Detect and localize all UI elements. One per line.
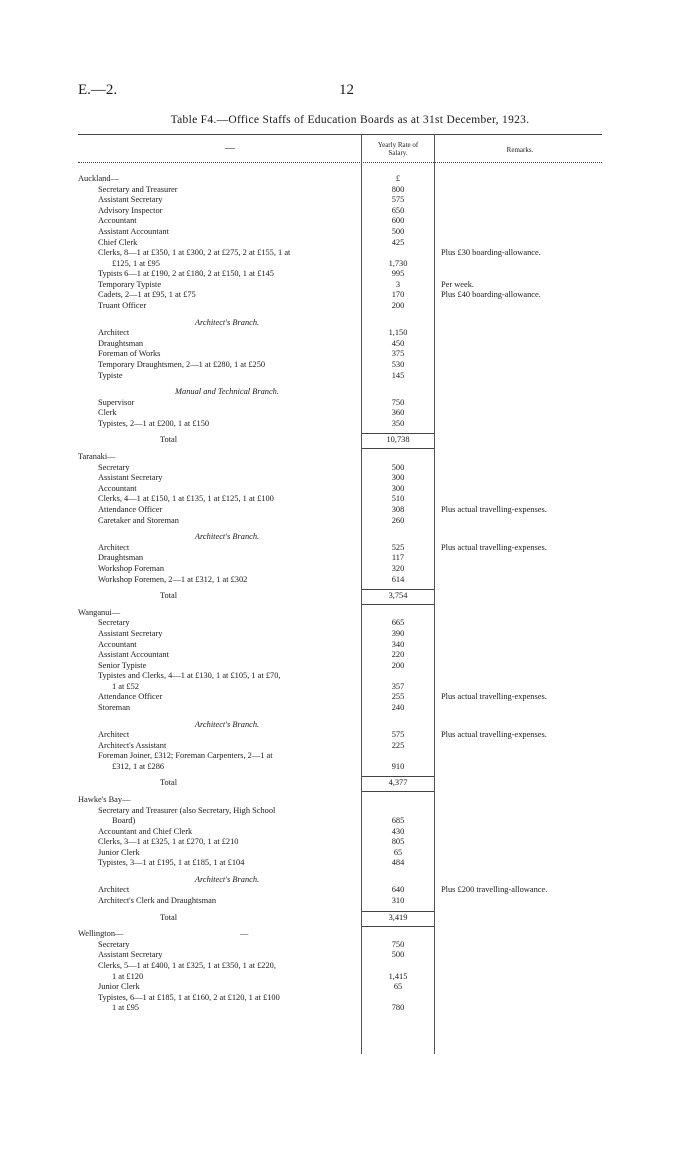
table-row [0,940,700,951]
row-label: Secretary and Treasurer [98,184,178,194]
row-salary: 650 [391,205,405,215]
board-heading [0,452,700,463]
section-heading [0,875,700,886]
row-salary: 685 [391,816,405,825]
row-salary: 805 [391,837,405,847]
row-salary: 640 [391,885,405,895]
row-label: Assistant Accountant [98,650,169,660]
table-row [0,848,700,859]
row-label: Accountant [98,639,137,649]
row-salary: 260 [391,515,405,525]
total-salary: 3,754 [388,591,408,601]
table-row [0,650,700,661]
row-label-text: Typistes and Clerks, 4—1 at £130, 1 at £105, 1 at £70, [98,671,281,681]
row-label: Secretary [98,939,130,949]
row-label: Chief Clerk [98,237,138,247]
table-row [0,339,700,350]
table-title: Table F4.—Office Staffs of Education Boards as at 31st December, 1923. [170,114,530,126]
row-label: Attendance Officer [98,505,163,515]
row-label: Junior Clerk [98,847,140,857]
row-salary: 665 [391,618,405,628]
row-salary: 360 [391,408,405,418]
row-salary: 65 [393,847,403,857]
row-label [98,751,356,772]
row-label: Assistant Secretary [98,950,163,960]
total-salary: 10,738 [386,435,410,445]
total-row [0,435,700,446]
row-label: Accountant [98,483,137,493]
table-row [0,408,700,419]
table-row [0,575,700,586]
table-row [0,195,700,206]
page-reference: E.—2. [78,82,118,98]
table-row [0,661,700,672]
row-label: Advisory Inspector [98,205,163,215]
row-salary: 225 [391,740,405,750]
row-label-continuation: 1 at £120 [112,971,144,981]
table-row [0,564,700,575]
row-label: Junior Clerk [98,982,140,992]
board-name: Taranaki— [78,452,116,462]
row-label: Architect's Assistant [98,740,167,750]
row-label: Accountant and Chief Clerk [98,826,193,836]
row-salary: 340 [391,639,405,649]
total-label: Total [160,912,178,922]
table-row [0,206,700,217]
total-label: Total [160,591,178,601]
row-label: Assistant Secretary [98,195,163,205]
page-number: 12 [339,82,354,98]
table-row [0,806,700,827]
currency-symbol: £ [395,174,401,183]
row-label: Workshop Foremen, 2—1 at £312, 1 at £302 [98,574,248,584]
row-salary: 240 [391,702,405,712]
table-row [0,290,700,301]
row-label-continuation: 1 at £95 [112,1003,139,1013]
row-label-text: Typistes, 6—1 at £185, 1 at £160, 2 at £120, 1 at £100 [98,992,280,1002]
row-remark: Per week. [441,279,475,289]
section-heading [0,318,700,329]
row-salary: 200 [391,300,405,310]
row-label: Supervisor [98,397,135,407]
branch-heading: Architect's Branch. [194,719,260,729]
row-label-text: Clerks, 5—1 at £400, 1 at £325, 1 at £350, 1 at £220, [98,961,276,971]
row-label: Temporary Typiste [98,279,162,289]
row-salary: 510 [391,494,405,504]
table-row [0,885,700,896]
table-row [0,950,700,961]
table-row [0,371,700,382]
column-header-description: — [225,143,235,154]
table-row [0,463,700,474]
row-label: Draughtsman [98,338,144,348]
row-label: Secretary [98,462,130,472]
row-salary: 450 [391,338,405,348]
table-row [0,751,700,772]
total-label: Total [160,778,178,788]
row-label-text: Secretary and Treasurer (also Secretary, High School [98,805,276,815]
row-salary: 750 [391,397,405,407]
branch-heading: Architect's Branch. [194,874,260,884]
table-row [0,827,700,838]
table-row [0,640,700,651]
table-row [0,858,700,869]
row-salary: 600 [391,216,405,226]
row-label: Truant Officer [98,300,147,310]
row-salary: 995 [391,269,405,279]
row-label: Assistant Secretary [98,473,163,483]
row-salary: 525 [391,542,405,552]
row-label: Typiste [98,370,123,380]
row-salary: 780 [391,1003,405,1013]
row-salary: 575 [391,730,405,740]
row-label: Secretary [98,618,130,628]
board-name: Hawke's Bay— [78,794,131,804]
row-label [98,671,356,692]
row-salary: 255 [391,692,405,702]
table-body [0,174,700,1014]
row-salary: 425 [391,237,405,247]
row-label-continuation: Board) [112,816,136,825]
row-label: Cadets, 2—1 at £95, 1 at £75 [98,290,196,300]
row-salary: 350 [391,418,405,428]
table-row [0,227,700,238]
row-label: Assistant Secretary [98,628,163,638]
row-label: Architect [98,328,130,338]
row-salary: 500 [391,950,405,960]
board-heading [0,608,700,619]
row-salary: 320 [391,564,405,573]
table-row [0,553,700,564]
row-salary: 1,415 [388,971,408,981]
row-label: Typistes, 3—1 at £195, 1 at £185, 1 at £104 [98,858,245,868]
row-salary: 910 [391,761,405,771]
row-salary: 430 [391,826,405,836]
branch-heading: Architect's Branch. [194,532,260,542]
row-remark: Plus £200 travelling-allowance. [441,885,548,895]
row-label [98,961,356,982]
row-label: Foreman of Works [98,349,161,359]
row-salary: 308 [391,505,405,515]
table-row [0,671,700,692]
board-heading [0,795,700,806]
board-heading [0,929,700,940]
total-row [0,778,700,789]
column-header-remarks: Remarks. [506,146,534,154]
row-salary: 170 [391,290,405,300]
table-row [0,419,700,430]
section-heading [0,387,700,398]
board-name: Wanganui— [78,607,121,617]
column-header-salary: Yearly Rate of Salary. [377,141,419,157]
row-label-text: Clerks, 8—1 at £350, 1 at £300, 2 at £275, 2 at £155, 1 at [98,248,291,258]
row-salary: 530 [391,359,405,369]
table-row [0,216,700,227]
total-row [0,913,700,924]
branch-heading: Architect's Branch. [194,317,260,327]
table-row [0,185,700,196]
row-remark: Plus actual travelling-expenses. [441,692,547,702]
table-row [0,484,700,495]
table-row [0,516,700,527]
row-label: Clerks, 3—1 at £325, 1 at £270, 1 at £210 [98,837,239,847]
row-label [98,248,356,269]
row-label: Caretaker and Storeman [98,515,179,525]
row-label [98,806,356,827]
row-label: Temporary Draughtsmen, 2—1 at £280, 1 at £250 [98,359,266,369]
table-row [0,280,700,291]
row-salary: 484 [391,858,405,868]
board-name: Wellington— [78,929,124,939]
row-label-continuation: £125, 1 at £95 [112,258,160,268]
row-label: Architect [98,542,130,552]
table-row [0,494,700,505]
row-label-continuation: £312, 1 at £286 [112,761,165,771]
table-row [0,473,700,484]
table-row [0,961,700,982]
table-row [0,269,700,280]
table-row [0,398,700,409]
row-remark: Plus £40 boarding-allowance. [441,290,541,300]
row-salary: 750 [391,939,405,949]
row-label: Clerks, 4—1 at £150, 1 at £135, 1 at £125, 1 at £100 [98,494,274,504]
row-salary: 800 [391,184,405,194]
branch-heading: Manual and Technical Branch. [175,387,279,397]
row-salary: 3 [395,279,401,289]
row-salary: 500 [391,226,405,236]
row-salary: 300 [391,473,405,483]
row-salary: 310 [391,896,405,906]
board-name-mark: — [240,929,249,939]
row-salary: 500 [391,462,405,472]
row-salary: 145 [391,370,405,380]
row-label: Storeman [98,702,131,712]
table-row [0,505,700,516]
row-salary: 300 [391,483,405,493]
row-label: Architect [98,885,130,895]
table-row [0,349,700,360]
row-label: Architect's Clerk and Draughtsman [98,896,217,906]
table-row [0,993,700,1014]
row-label: Typistes, 2—1 at £200, 1 at £150 [98,418,210,428]
section-heading [0,532,700,543]
row-salary: 357 [391,681,405,691]
row-label: Senior Typiste [98,660,147,670]
row-label: Assistant Accountant [98,226,169,236]
row-salary: 220 [391,650,405,660]
table-top-rule [78,134,602,135]
table-row [0,692,700,703]
table-row [0,730,700,741]
row-salary: 375 [391,349,405,359]
row-salary: 117 [391,553,405,563]
row-salary: 200 [391,660,405,670]
row-salary: 575 [391,195,405,205]
total-salary: 3,419 [388,912,408,922]
row-salary: 65 [393,982,403,992]
row-salary: 1,150 [388,328,408,338]
row-label: Architect [98,730,130,740]
table-row [0,618,700,629]
table-row [0,703,700,714]
row-remark: Plus actual travelling-expenses. [441,730,547,740]
row-remark: Plus £30 boarding-allowance. [441,248,541,258]
board-heading [0,174,700,185]
table-row [0,896,700,907]
section-heading [0,720,700,731]
table-row [0,360,700,371]
table-row [0,837,700,848]
total-salary: 4,377 [388,778,408,788]
table-row [0,248,700,269]
table-row [0,238,700,249]
board-name: Auckland— [78,174,119,183]
table-row [0,328,700,339]
row-label: Clerk [98,408,117,418]
row-remark: Plus actual travelling-expenses. [441,542,547,552]
header-bottom-rule [78,162,602,163]
row-label: Workshop Foreman [98,564,165,573]
row-salary: 390 [391,628,405,638]
table-row [0,301,700,312]
row-salary: 1,730 [388,258,408,268]
table-row [0,629,700,640]
table-row [0,543,700,554]
row-label-text: Foreman Joiner, £312; Foreman Carpenters, 2—1 at [98,751,273,761]
table-row [0,982,700,993]
row-label: Accountant [98,216,137,226]
row-label: Attendance Officer [98,692,163,702]
total-row [0,591,700,602]
total-label: Total [160,435,178,445]
row-label: Typists 6—1 at £190, 2 at £180, 2 at £150, 1 at £145 [98,269,274,279]
row-salary: 614 [391,574,405,584]
row-label: Draughtsman [98,553,144,563]
table-row [0,741,700,752]
row-label [98,993,356,1014]
row-remark: Plus actual travelling-expenses. [441,505,547,515]
row-label-continuation: 1 at £52 [112,681,139,691]
